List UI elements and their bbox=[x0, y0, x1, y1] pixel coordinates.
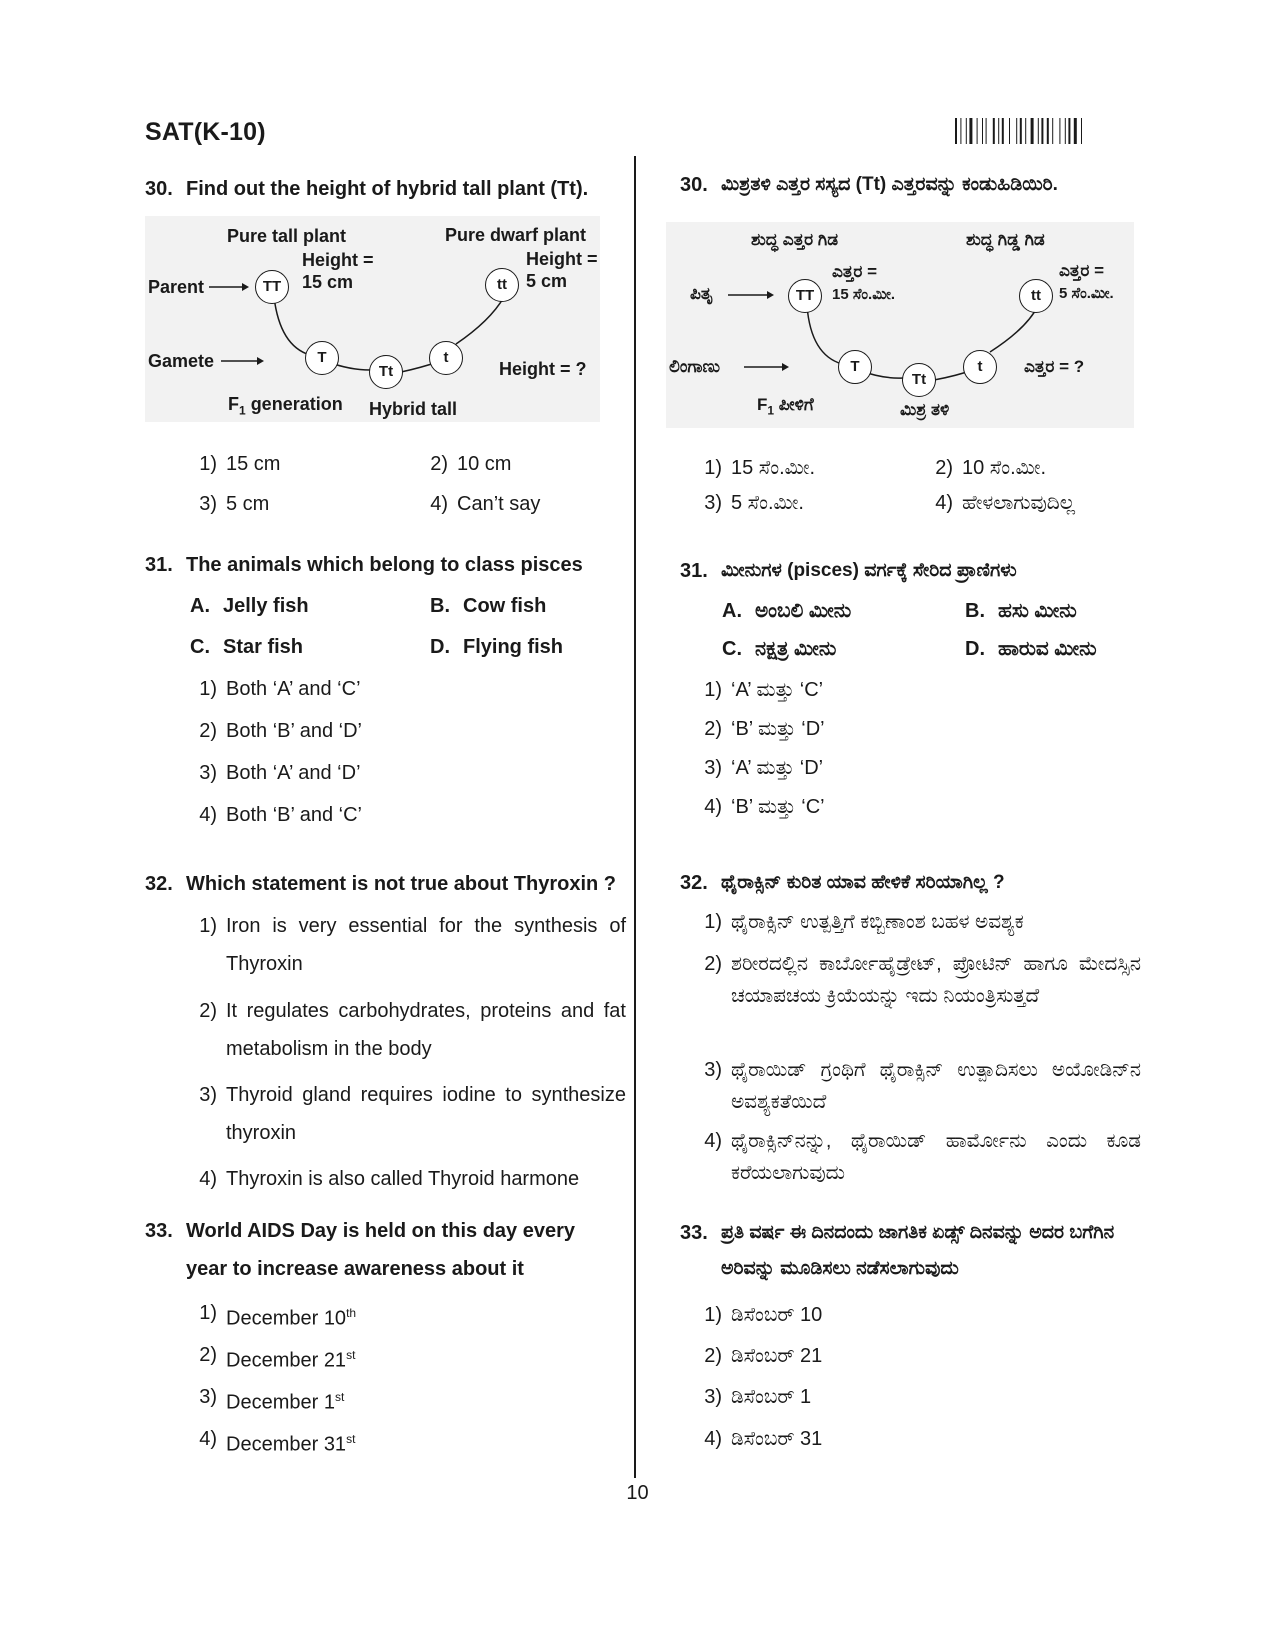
node-t: t bbox=[429, 341, 463, 375]
page-header-title: SAT(K-10) bbox=[145, 118, 266, 146]
label-hybrid-tall: ಮಿಶ್ರ ತಳಿ bbox=[900, 400, 950, 419]
page-number: 10 bbox=[626, 1482, 649, 1504]
label-hybrid-tall: Hybrid tall bbox=[369, 399, 458, 419]
diagram-lines bbox=[145, 216, 600, 422]
node-TT: TT bbox=[788, 279, 822, 313]
label-parent: ಪಿತೃ bbox=[690, 284, 713, 303]
inheritance-diagram bbox=[666, 222, 1134, 428]
node-tt: tt bbox=[1019, 279, 1053, 313]
question-text: ಪ್ರತಿ ವರ್ಷ ಈ ದಿನದಂದು ಜಾಗತಿಕ ಏಡ್ಸ್ ದಿನವನ್ನು ಅದರ ಬಗೆಗಿನ ಅರಿವನ್ನು ಮೂಡಿಸಲು ನಡೆಸಲಾಗುವುದು bbox=[721, 1222, 1115, 1279]
label-f1-generation: $F_1$ generation bbox=[228, 394, 343, 418]
label-pure-dwarf: Pure dwarf plant bbox=[445, 225, 587, 245]
question-text: World AIDS Day is held on this day every year to increase awareness about it bbox=[186, 1220, 575, 1280]
question-number: 32. bbox=[680, 872, 708, 894]
question-number: 30. bbox=[145, 178, 173, 200]
node-Tt: Tt bbox=[902, 363, 936, 397]
label-height-dwarf-2: 5 ಸೆಂ.ಮೀ. bbox=[1059, 285, 1114, 302]
column-divider bbox=[634, 156, 636, 1478]
barcode-icon bbox=[955, 118, 1130, 144]
question-number: 32. bbox=[145, 873, 173, 895]
label-height-tall-2: 15 cm bbox=[302, 272, 354, 292]
question-number: 30. bbox=[680, 174, 708, 196]
node-TT: TT bbox=[255, 270, 289, 304]
label-pure-tall: Pure tall plant bbox=[227, 226, 347, 246]
question-number: 33. bbox=[145, 1220, 173, 1242]
label-height-dwarf-1: ಎತ್ತರ = bbox=[1059, 261, 1105, 280]
question-text: Find out the height of hybrid tall plant (Tt). bbox=[186, 178, 589, 200]
question-text: ಥೈರಾಕ್ಸಿನ್ ಕುರಿತ ಯಾವ ಹೇಳಿಕೆ ಸರಿಯಾಗಿಲ್ಲ ? bbox=[721, 872, 1005, 893]
node-T: T bbox=[305, 341, 339, 375]
label-height-question: Height = ? bbox=[499, 359, 587, 379]
diagram-lines bbox=[666, 222, 1134, 428]
node-tt: tt bbox=[485, 268, 519, 302]
question-text: ಮೀನುಗಳ (pisces) ವರ್ಗಕ್ಕೆ ಸೇರಿದ ಪ್ರಾಣಿಗಳು bbox=[721, 560, 1017, 581]
node-T: T bbox=[838, 350, 872, 384]
question-number: 33. bbox=[680, 1222, 708, 1244]
label-height-tall-1: ಎತ್ತರ = bbox=[832, 262, 878, 281]
label-height-question: ಎತ್ತರ = ? bbox=[1024, 357, 1085, 376]
question-text: ಮಿಶ್ರತಳಿ ಎತ್ತರ ಸಸ್ಯದ (Tt) ಎತ್ತರವನ್ನು ಕಂಡುಹಿಡಿಯಿರಿ. bbox=[721, 174, 1058, 195]
label-gamete: Gamete bbox=[148, 351, 215, 371]
node-Tt: Tt bbox=[369, 355, 403, 389]
label-height-tall-1: Height = bbox=[302, 250, 374, 270]
label-pure-dwarf: ಶುದ್ಧ ಗಿಡ್ಡ ಗಿಡ bbox=[966, 230, 1045, 249]
question-number: 31. bbox=[680, 560, 708, 582]
question-text: The animals which belong to class pisces bbox=[186, 554, 583, 576]
question-number: 31. bbox=[145, 554, 173, 576]
question-text: Which statement is not true about Thyroxin ? bbox=[186, 873, 617, 895]
label-gamete: ಲಿಂಗಾಣು bbox=[669, 357, 721, 376]
label-f1-generation: $F_1$ ಪೀಳಿಗೆ bbox=[757, 395, 814, 418]
label-height-tall-2: 15 ಸೆಂ.ಮೀ. bbox=[832, 286, 896, 303]
node-t: t bbox=[963, 350, 997, 384]
label-pure-tall: ಶುದ್ಧ ಎತ್ತರ ಗಿಡ bbox=[751, 230, 839, 249]
label-height-dwarf-1: Height = bbox=[526, 249, 598, 269]
label-parent: Parent bbox=[148, 277, 205, 297]
inheritance-diagram bbox=[145, 216, 600, 422]
label-height-dwarf-2: 5 cm bbox=[526, 271, 568, 291]
